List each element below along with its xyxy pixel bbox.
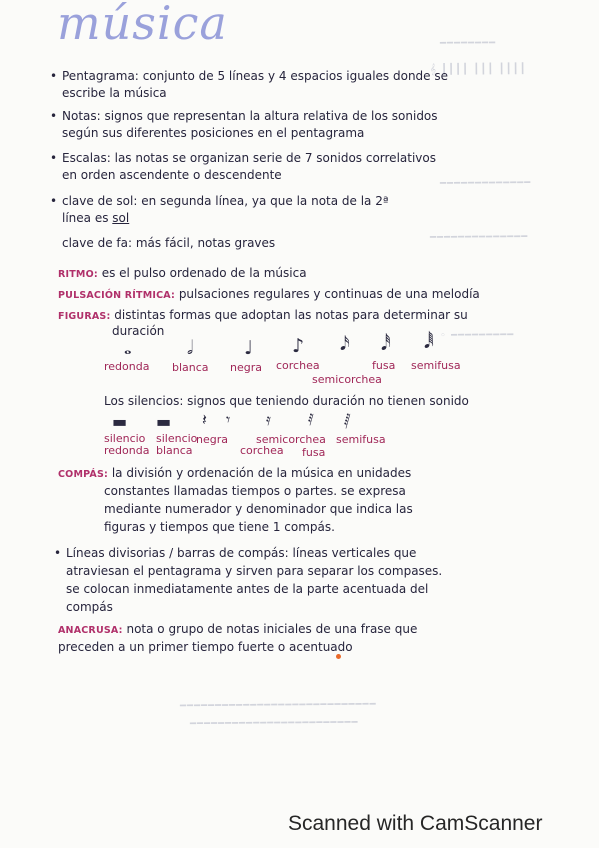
fusa-label: fusa [372,359,396,372]
silencio-negra-label: negra [196,433,228,446]
clave-sol-text-2: línea es [62,211,109,225]
escalas-text-1: las notas se organizan serie de 7 sonidos correlativos [114,151,436,165]
lineas-line-4: compás [66,600,113,614]
compas-line-2: constantes llamadas tiempos o partes. se expresa [104,484,406,498]
bleed-through-text: ━━━━━━━━━━━━━━━━━━━━━━━━━━━━ [179,699,377,712]
semicorchea-label: semicorchea [312,373,382,386]
anacrusa-line-2: preceden a un primer tiempo fuerte o acentuado [58,640,353,654]
pulsacion-text: pulsaciones regulares y continuas de una melodía [178,287,480,301]
silencio-corchea-symbol: 𝄾 [226,410,231,429]
clave-fa-label: clave de fa: [62,236,133,250]
silencio-redonda-label: silencio redonda [104,432,150,457]
pentagrama-text-1: conjunto de 5 líneas y 4 espacios iguales donde se [142,69,448,83]
escalas-label: Escalas: [62,151,111,165]
semifusa-symbol: 𝅘𝅥𝅱 [424,331,434,353]
blanca-label: blanca [172,361,209,374]
figuras-line-2: duración [112,324,165,338]
fusa-symbol: 𝅘𝅥𝅰 [381,333,391,355]
silencio-semicorchea-label: semicorchea [256,433,326,446]
clave-sol-emphasis: sol [112,211,130,225]
pentagrama-line-1 [62,69,448,83]
lineas-line-2: atraviesan el pentagrama y sirven para separar los compases. [66,564,443,578]
pentagrama-line-2: escribe la música [62,86,167,100]
ritmo-line [58,266,307,280]
bleed-through-text: ━━━━━━━━━━━━━ [439,177,532,190]
ritmo-label: RITMO: [58,269,98,280]
notas-label: Notas: [62,109,101,123]
anacrusa-line-1 [58,622,417,636]
compas-label: COMPÁS: [58,469,108,480]
clave-sol-label: clave de sol: [62,194,138,208]
silencio-corchea-label: corchea [240,444,284,457]
ritmo-text: es el pulso ordenado de la música [101,266,307,280]
silencio-blanca-symbol: ▬ [156,412,172,431]
compas-text-1: la división y ordenación de la música en unidades [111,466,412,480]
anacrusa-text-1: nota o grupo de notas iniciales de una frase que [126,622,418,636]
corchea-symbol: ♪ [292,335,305,357]
corchea-label: corchea [276,359,320,372]
compas-line-1 [58,466,411,480]
silencio-semifusa-label: semifusa [336,433,386,446]
clave-sol-line-2 [62,211,129,225]
bleed-through-text: ━━━━━━━━ [439,37,497,50]
escalas-line-2: en orden ascendente o descendente [62,168,282,182]
semifusa-label: semifusa [411,359,461,372]
anacrusa-label: ANACRUSA: [58,625,123,636]
camscanner-watermark: Scanned with CamScanner [288,812,543,835]
compas-line-3: mediante numerador y denominador que indica las [104,502,413,516]
silencios-line: Los silencios: signos que teniendo duración no tienen sonido [104,394,469,408]
lineas-label: Líneas divisorias / barras de compás: [66,546,289,560]
silencio-blanca-label: silencio blanca [156,432,198,457]
escalas-line-1 [62,151,436,165]
clave-sol-text-1: en segunda línea, ya que la nota de la 2ª [141,194,389,208]
lineas-text-1: líneas verticales que [292,546,417,560]
bleed-through-text: ◦ ━━━━━━━━━ [439,329,515,342]
notas-line-1 [62,109,438,123]
negra-label: negra [230,361,262,374]
negra-symbol: ♩ [244,337,253,359]
compas-line-4: figuras y tiempos que tiene 1 compás. [104,520,335,534]
page-title: música [57,0,228,50]
semicorchea-symbol: 𝅘𝅥𝅯 [340,333,350,355]
clave-fa-text: más fácil, notas graves [135,236,276,250]
bleed-through-text: 𝄞 ┃┃┃┃ ┃┃┃ ┃┃┃┃ [429,63,527,76]
silencio-semicorchea-symbol: 𝄿 [266,410,271,429]
blanca-symbol: 𝅗𝅥 [187,337,194,359]
silencio-negra-symbol: 𝄽 [202,410,207,429]
redonda-label: redonda [104,360,150,373]
bleed-through-text: ━━━━━━━━━━━━━━━━━━━━━━━━ [189,717,359,730]
clave-sol-line-1 [62,194,389,208]
figuras-label: FIGURAS: [58,311,111,322]
silencio-fusa-label: fusa [302,446,326,459]
figuras-line-1 [58,308,468,322]
notas-text-1: signos que representan la altura relativa de los sonidos [104,109,438,123]
pulsacion-line [58,287,480,301]
notas-line-2: según sus diferentes posiciones en el pentagrama [62,126,365,140]
pentagrama-label: Pentagrama: [62,69,139,83]
silencio-semifusa-symbol: 𝅁 [344,410,351,429]
figuras-text-1: distintas formas que adoptan las notas para determinar su [114,308,468,322]
redonda-symbol: 𝅝 [124,337,132,359]
silencio-fusa-symbol: 𝅀 [308,410,314,429]
lineas-line-3: se colocan inmediatamente antes de la parte acentuada del [66,582,429,596]
bleed-through-text: ━━━━━━━━━━━━━━ [429,231,529,244]
clave-fa-line [62,236,275,250]
silencio-redonda-symbol: ▬ [112,412,128,431]
lineas-line-1 [66,546,416,560]
pulsacion-label: PULSACIÓN RÍTMICA: [58,290,175,301]
ink-dot [336,654,341,659]
